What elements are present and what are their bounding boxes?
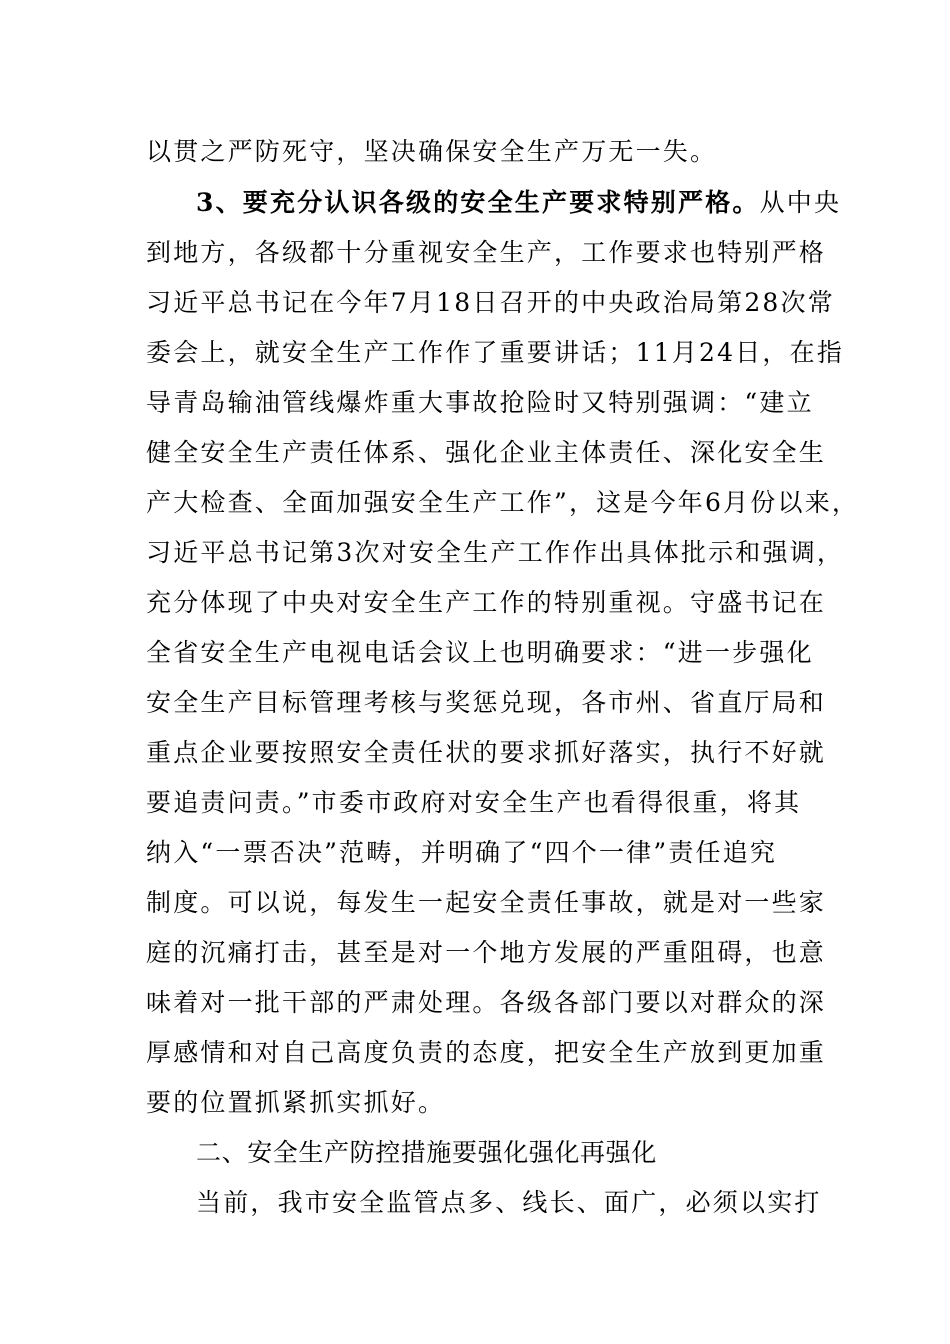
paragraph-line: 健全安全生产责任体系、强化企业主体责任、深化安全生: [146, 438, 827, 467]
paragraph-lead-line: [196, 186, 842, 220]
paragraph-line: 味着对一批干部的严肃处理。各级各部门要以对群众的深: [146, 988, 827, 1017]
paragraph-line: 习近平总书记第3次对安全生产工作作出具体批示和强调，: [146, 538, 845, 567]
paragraph-line: 当前，我市安全监管点多、线长、面广，必须以实打: [196, 1188, 822, 1217]
paragraph-line: 纳入“一票否决”范畴，并明确了“四个一律”责任追究: [146, 838, 778, 867]
paragraph-line: 充分体现了中央对安全生产工作的特别重视。守盛书记在: [146, 588, 827, 617]
paragraph-line: 全省安全生产电视电话会议上也明确要求：“进一步强化: [146, 638, 814, 667]
paragraph-line: 要的位置抓紧抓实抓好。: [146, 1088, 446, 1117]
paragraph-line: 委会上，就安全生产工作作了重要讲话；11月24日，在指: [146, 338, 845, 367]
paragraph-line: 厚感情和对自己高度负责的态度，把安全生产放到更加重: [146, 1038, 827, 1067]
paragraph-line: 重点企业要按照安全责任状的要求抓好落实，执行不好就: [146, 738, 827, 767]
paragraph-line: 习近平总书记在今年7月18日召开的中央政治局第28次常: [146, 288, 835, 317]
paragraph-line: 产大检查、全面加强安全生产工作”，这是今年6月份以来，: [146, 488, 860, 517]
paragraph-line: 到地方，各级都十分重视安全生产，工作要求也特别严格: [146, 238, 827, 267]
paragraph-line: 制度。可以说，每发生一起安全责任事故，就是对一些家: [146, 888, 827, 917]
paragraph-line: 安全生产目标管理考核与奖惩兑现，各市州、省直厅局和: [146, 688, 827, 717]
bold-lead-sentence: 3、要充分认识各级的安全生产要求特别严格。: [196, 188, 760, 217]
lead-continuation: 从中央: [759, 188, 842, 217]
section-heading: 二、安全生产防控措施要强化强化再强化: [196, 1138, 657, 1167]
paragraph-line: 要追责问责。”市委市政府对安全生产也看得很重，将其: [146, 788, 802, 817]
paragraph-line: 以贯之严防死守，坚决确保安全生产万无一失。: [146, 137, 718, 166]
paragraph-line: 导青岛输油管线爆炸重大事故抢险时又特别强调：“建立: [146, 388, 814, 417]
paragraph-line: 庭的沉痛打击，甚至是对一个地方发展的严重阻碍，也意: [146, 938, 827, 967]
